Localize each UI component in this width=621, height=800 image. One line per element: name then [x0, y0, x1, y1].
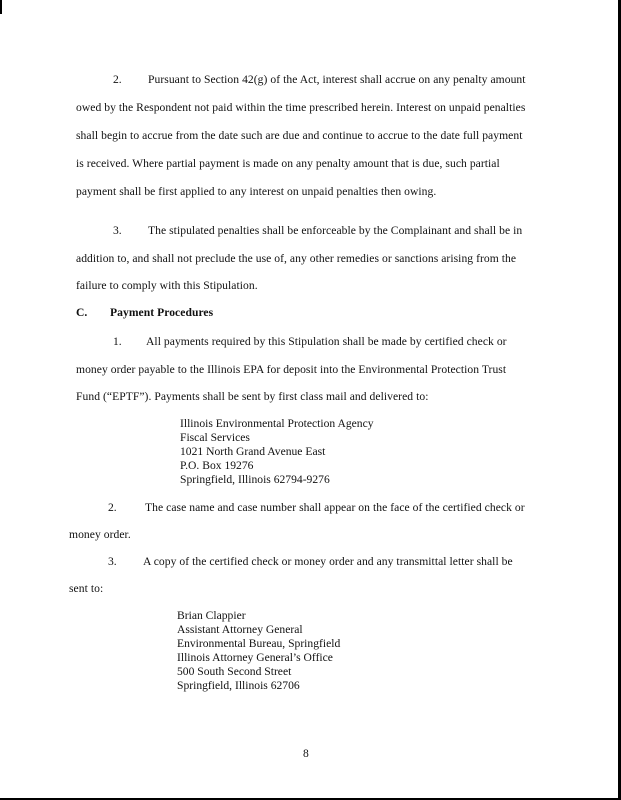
address-ag-line-2: Assistant Attorney General [177, 623, 303, 636]
scan-corner-mark [0, 0, 2, 14]
para3-line-2: addition to, and shall not preclude the use of, any other remedies or sanctions arising from the [76, 252, 517, 265]
c3-line-1: A copy of the certified check or money order and any transmittal letter shall be [143, 555, 513, 568]
address-ag-line-3: Environmental Bureau, Springfield [177, 637, 341, 650]
c3-line-2: sent to: [69, 582, 104, 595]
address-epa-line-1: Illinois Environmental Protection Agency [180, 417, 374, 430]
page-number: 8 [303, 747, 309, 760]
para3-number: 3. [113, 224, 122, 237]
c3-number: 3. [108, 555, 117, 568]
para3-line-3: failure to comply with this Stipulation. [76, 279, 258, 292]
section-c-title: Payment Procedures [110, 306, 214, 319]
address-block-attorney-general [177, 609, 340, 693]
address-ag-line-4: Illinois Attorney General’s Office [177, 651, 333, 664]
address-epa-line-3: 1021 North Grand Avenue East [180, 445, 326, 458]
c2-line-2: money order. [69, 528, 131, 541]
c1-line-3: Fund (“EPTF”). Payments shall be sent by first class mail and delivered to: [76, 390, 429, 403]
c2-number: 2. [108, 501, 117, 514]
c2-line-1: The case name and case number shall appear on the face of the certified check or [145, 501, 525, 514]
section-c-letter: C. [76, 306, 88, 319]
para2-line-3: shall begin to accrue from the date such are due and continue to accrue to the date full payment [76, 129, 523, 142]
address-epa-line-2: Fiscal Services [180, 431, 250, 444]
address-epa-line-4: P.O. Box 19276 [180, 459, 254, 472]
para2-line-4: is received. Where partial payment is made on any penalty amount that is due, such partial [76, 157, 500, 170]
para2-line-1: Pursuant to Section 42(g) of the Act, interest shall accrue on any penalty amount [148, 73, 526, 86]
para2-line-5: payment shall be first applied to any interest on unpaid penalties then owing. [76, 185, 437, 198]
address-block-epa [180, 417, 374, 487]
para2-number: 2. [113, 73, 122, 86]
address-ag-line-1: Brian Clappier [177, 609, 246, 622]
address-ag-line-5: 500 South Second Street [177, 665, 292, 678]
para3-line-1: The stipulated penalties shall be enforceable by the Complainant and shall be in [148, 224, 523, 237]
c1-line-2: money order payable to the Illinois EPA for deposit into the Environmental Protection Trust [76, 363, 507, 376]
address-ag-line-6: Springfield, Illinois 62706 [177, 679, 300, 692]
c1-line-1: All payments required by this Stipulation shall be made by certified check or [146, 335, 507, 348]
c1-number: 1. [113, 335, 122, 348]
para2-line-2: owed by the Respondent not paid within the time prescribed herein. Interest on unpaid penalties [76, 101, 526, 114]
address-epa-line-5: Springfield, Illinois 62794-9276 [180, 473, 330, 486]
